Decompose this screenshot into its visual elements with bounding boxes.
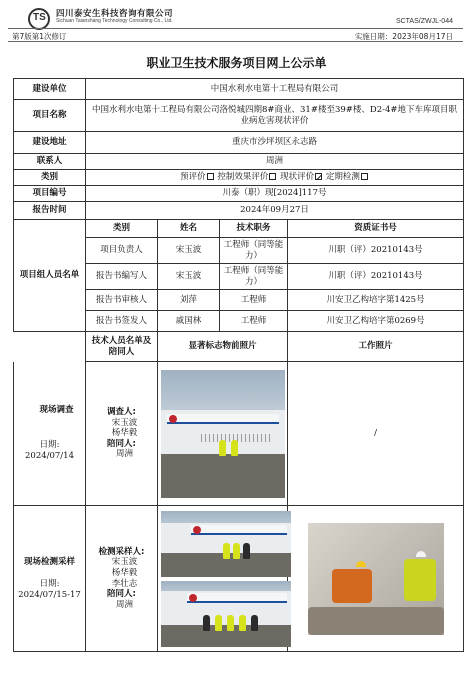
survey-staff-1: 宋玉波 [111, 417, 138, 428]
checkbox-periodic [361, 173, 368, 180]
survey-sign-photo [161, 370, 285, 498]
unit-label: 建设单位 [14, 79, 86, 100]
category-pre: 预评价 [180, 172, 206, 183]
survey-escort: 周洲 [115, 449, 133, 460]
hardhat-icon [356, 561, 366, 567]
member-title: 工程师（同等能力） [220, 238, 288, 264]
sampling-sign-photo-1 [161, 511, 291, 577]
photo-floor [308, 607, 444, 635]
survey-staff-label: 调查人: [107, 406, 136, 417]
member-title: 工程师（同等能力） [220, 264, 288, 290]
report-time-label: 报告时间 [14, 202, 86, 220]
company-banner [187, 593, 287, 603]
company-banner [167, 414, 279, 424]
checkbox-control [269, 173, 276, 180]
member-name: 宋玉波 [158, 264, 220, 290]
survey-staff-2: 杨华毅 [111, 428, 138, 439]
person-icon [231, 440, 238, 456]
photos-header-spacer [14, 332, 86, 362]
publicity-form [13, 78, 464, 652]
worker-figure [332, 569, 372, 603]
person-icon [219, 440, 226, 456]
company-logo [28, 8, 50, 30]
sampling-escort-label: 陪同人: [107, 589, 136, 600]
sampling-staff-2: 杨华毅 [111, 567, 138, 578]
document-code: SCTAS/ZWJL-044 [395, 18, 453, 25]
member-name: 戚国林 [158, 311, 220, 332]
sampling-staff-label: 检测采样人: [98, 546, 145, 557]
survey-sign-photo-cell [158, 362, 288, 506]
member-title: 工程师 [220, 311, 288, 332]
survey-label: 现场调查 [39, 405, 74, 416]
survey-cell [14, 362, 86, 506]
sampling-work-photo-cell [288, 506, 464, 652]
person-icon [227, 615, 234, 631]
worker-figure [404, 559, 436, 601]
survey-work-photo: / [288, 362, 464, 506]
member-role: 报告书签发人 [86, 311, 158, 332]
sampling-work-photo [308, 523, 444, 635]
hardhat-icon [416, 551, 426, 557]
category-periodic: 定期检测 [325, 172, 360, 183]
document-header [0, 0, 473, 44]
person-icon [251, 615, 258, 631]
person-icon [223, 543, 230, 559]
project-value: 中国水利水电第十工程局有限公司洛悦城四期8#商业、31#楼至39#楼、D2-4#地下车库项目职业病危害现状评价 [86, 100, 464, 132]
category-status: 现状评价 [280, 172, 315, 183]
member-cert: 川安卫乙构培字第0269号 [288, 311, 464, 332]
contact-label: 联系人 [14, 154, 86, 170]
number-value: 川泰（职）现[2024]117号 [86, 186, 464, 202]
photo-ground [161, 625, 291, 647]
member-cert: 川职（评）20210143号 [288, 238, 464, 264]
company-banner [191, 525, 287, 535]
person-icon [233, 543, 240, 559]
report-time-value: 2024年09月27日 [86, 202, 464, 220]
unit-value: 中国水利水电第十工程局有限公司 [86, 79, 464, 100]
member-cert: 川职（评）20210143号 [288, 264, 464, 290]
sampling-label: 现场检测采样 [23, 556, 75, 567]
survey-escort-label: 陪同人: [107, 438, 136, 449]
company-name-en: Sichuan Taianshang Technology Consulting Co., Ltd. [56, 18, 173, 24]
sampling-sign-photo-2 [161, 581, 291, 647]
sampling-staff-3: 李壮志 [111, 578, 138, 589]
sampling-cell [14, 506, 86, 652]
person-icon [239, 615, 246, 631]
address-value: 重庆市沙坪坝区永志路 [86, 132, 464, 154]
sampling-staff-1: 宋玉波 [111, 557, 138, 568]
page-title: 职业卫生技术服务项目网上公示单 [146, 56, 327, 70]
member-cert: 川安卫乙构培字第1425号 [288, 290, 464, 311]
header-divider [8, 28, 463, 29]
company-logo-mark [169, 415, 177, 423]
members-label: 项目组人员名单 [14, 220, 86, 332]
member-title: 工程师 [220, 290, 288, 311]
member-role: 项目负责人 [86, 238, 158, 264]
category-label: 类别 [14, 170, 86, 186]
sampling-staff-cell [86, 506, 158, 652]
effective-date: 实施日期：2023年08月17日 [354, 32, 453, 41]
header-divider-bottom [8, 41, 463, 42]
photos-col-staff: 技术人员名单及陪同人 [86, 332, 158, 362]
sampling-sign-photo-cell [158, 506, 288, 652]
logo-mark: TS [33, 12, 46, 23]
survey-staff-cell [86, 362, 158, 506]
company-logo-mark [189, 594, 197, 602]
col-title: 技术职务 [220, 220, 288, 238]
col-name: 姓名 [158, 220, 220, 238]
person-icon [215, 615, 222, 631]
member-role: 报告书审核人 [86, 290, 158, 311]
sampling-escort: 周洲 [115, 599, 133, 610]
member-name: 宋玉波 [158, 238, 220, 264]
survey-date: 2024/07/14 [25, 450, 74, 461]
company-name: 四川泰安生科技咨询有限公司 [56, 9, 174, 19]
checkbox-status-checked [315, 173, 322, 180]
photo-ground [161, 454, 285, 498]
survey-date-label: 日期: [39, 439, 60, 450]
member-role: 报告书编写人 [86, 264, 158, 290]
contact-value: 周洲 [86, 154, 464, 170]
category-options [86, 170, 464, 186]
member-name: 刘萍 [158, 290, 220, 311]
sampling-date: 2024/07/15-17 [18, 589, 81, 600]
person-icon [243, 543, 250, 559]
col-cert: 资质证书号 [288, 220, 464, 238]
photos-col-sign: 显著标志物前照片 [158, 332, 288, 362]
person-icon [203, 615, 210, 631]
address-label: 建设地址 [14, 132, 86, 154]
sampling-date-label: 日期: [39, 579, 60, 590]
category-control: 控制效果评价 [217, 172, 269, 183]
checkbox-pre [207, 173, 214, 180]
project-label: 项目名称 [14, 100, 86, 132]
number-label: 项目编号 [14, 186, 86, 202]
company-logo-mark [193, 526, 201, 534]
col-role: 类别 [86, 220, 158, 238]
photos-col-work: 工作照片 [288, 332, 464, 362]
revision-note: 第7版第1次修订 [12, 32, 67, 41]
